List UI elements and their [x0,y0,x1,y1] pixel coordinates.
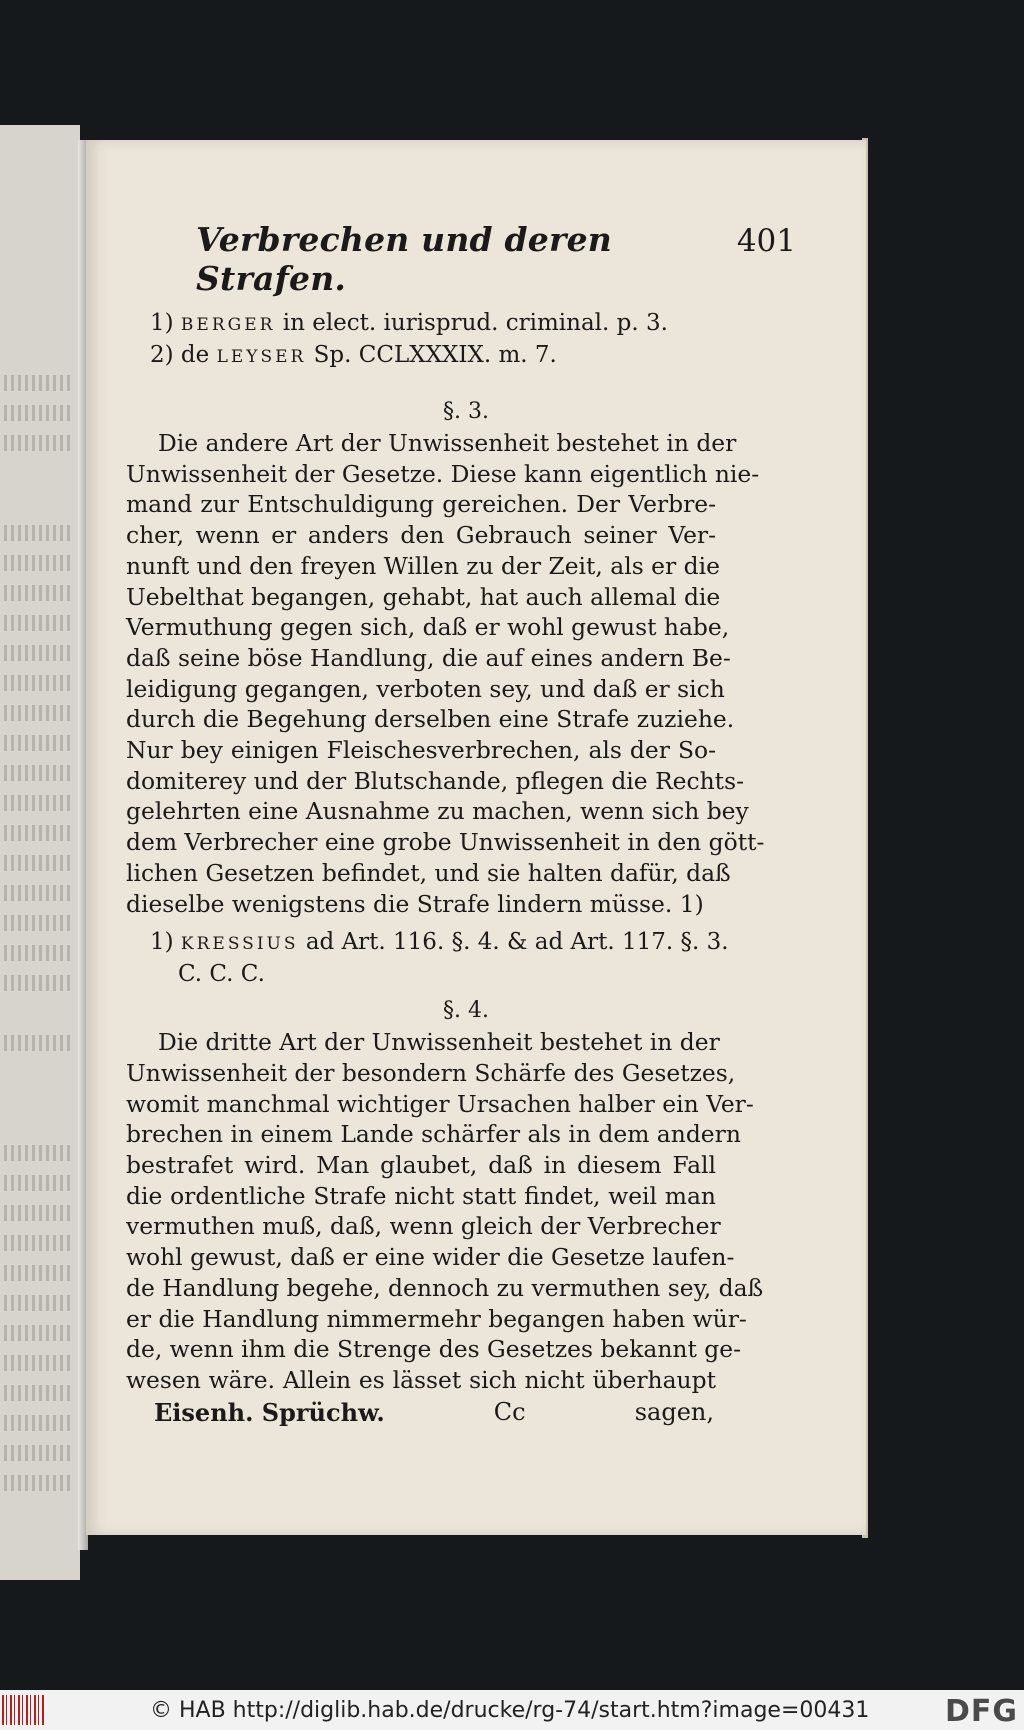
text-line: Vermuthung gegen sich, daß er wohl gewust habe, [126,613,730,642]
text-line: womit manchmal wichtiger Ursachen halber ein Ver- [126,1089,754,1118]
text-line: nunft und den freyen Willen zu der Zeit, als er die [126,551,720,580]
section-3-paragraph [126,428,765,919]
text-line: durch die Begehung derselben eine Strafe zuziehe. [126,705,735,734]
text-line: Unwissenheit der besondern Schärfe des Gesetzes, [126,1058,736,1087]
text-line: Uebelthat begangen, gehabt, hat auch allemal die [126,582,721,611]
section-4-paragraph [126,1027,764,1395]
footnote-author: KRESSIUS [180,934,299,955]
text-line: domiterey und der Blutschande, pflegen die Rechts- [126,766,744,795]
text-line: Unwissenheit der Gesetze. Diese kann eigentlich nie- [126,459,760,488]
footnote-kressius: 1) KRESSIUS ad Art. 116. §. 4. & ad Art. 117. §. 3. C. C. C. [150,929,729,988]
text-line: cher, wenn er anders den Gebrauch seiner Ver- [126,521,716,550]
text-line: leidigung gegangen, verboten sey, und daß er sich [126,674,725,703]
book-page [86,140,866,1535]
source-link[interactable]: © HAB http://diglib.hab.de/drucke/rg-74/start.htm?image=00431 [150,1697,870,1723]
signature-name: Eisenh. Sprüchw. [154,1397,385,1427]
dfg-logo: DFG [944,1694,1018,1729]
text-line: wohl gewust, daß er eine wider die Gesetze laufen- [126,1243,735,1272]
signature-mark: Cc [493,1397,526,1426]
text-line: vermuthen muß, daß, wenn gleich der Verbrecher [126,1212,721,1241]
footnote-1: 1) BERGER in elect. iurisprud. criminal. p. 3. [150,310,668,336]
running-head: Verbrechen und deren Strafen. [196,220,612,298]
barcode-icon [2,1695,46,1725]
footnotes-top [126,308,806,372]
page-header [196,220,796,298]
facing-page-edge [0,125,80,1580]
text-line: gelehrten eine Ausnahme zu machen, wenn sich bey [126,797,749,826]
viewer-footer [0,1690,1024,1730]
catchline [154,1398,714,1427]
text-line: de Handlung begehe, dennoch zu vermuthen sey, daß [126,1273,764,1302]
page-number: 401 [736,223,796,259]
section-mark-3: §. 3. [443,399,489,424]
text-line: dem Verbrecher eine grobe Unwissenheit in den gött- [126,828,765,857]
text-line: Die andere Art der Unwissenheit bestehet in der [158,429,737,457]
text-line: wesen wäre. Allein es lässet sich nicht überhaupt [126,1365,716,1394]
text-line: daß seine böse Handlung, die auf eines andern Be- [126,643,731,672]
section-mark-4: §. 4. [443,998,489,1024]
catchword: sagen, [634,1397,714,1426]
text-line: mand zur Entschuldigung gereichen. Der Verbre- [126,490,716,519]
page-content [126,220,806,1427]
text-line: er die Handlung nimmermehr begangen haben wür- [126,1304,747,1333]
text-line: Nur bey einigen Fleischesverbrechen, als der So- [126,736,716,765]
text-line: die ordentliche Strafe nicht statt findet, weil man [126,1181,716,1210]
text-line: dieselbe wenigstens die Strafe lindern müsse. 1) [126,889,704,918]
footnote-author: BERGER [180,315,276,335]
text-line: Die dritte Art der Unwissenheit bestehet in der [158,1028,720,1057]
text-line: lichen Gesetzen befindet, und sie halten dafür, daß [126,858,731,887]
text-line: de, wenn ihm die Strenge des Gesetzes bekannt ge- [126,1335,742,1364]
footnote-2: 2) de LEYSER Sp. CCLXXXIX. m. 7. [150,342,557,368]
footnote-author: LEYSER [216,347,307,367]
text-line: bestrafet wird. Man glaubet, daß in diesem Fall [126,1151,716,1180]
text-line: brechen in einem Lande schärfer als in dem andern [126,1120,741,1149]
